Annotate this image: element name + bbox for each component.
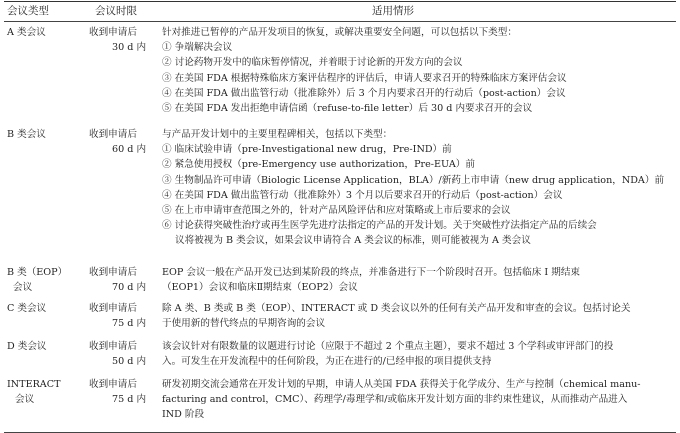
timing-cell: 收到申请后 75 d 内 — [89, 379, 147, 406]
situation-cell: EOP 会议一般在产品开发已达到某阶段的终点，并准备进行下一个阶段时召开。包括临床 Ⅰ 期结束 （EOP1）会议和临床Ⅱ期结束（EOP2）会议 — [162, 267, 581, 294]
meeting-type-cell: D 类会议 — [7, 341, 47, 352]
meeting-type-cell: A 类会议 — [7, 27, 46, 38]
meeting-type-cell: C 类会议 — [7, 303, 47, 314]
timing-cell: 收到申请后 75 d 内 — [89, 303, 147, 330]
meeting-type-cell: INTERACT 会议 — [7, 379, 61, 406]
timing-cell: 收到申请后 60 d 内 — [89, 129, 147, 156]
situation-cell: 针对推进已暂停的产品开发项目的恢复，或解决重要安全问题，可以包括以下类型： ① 争端解决会议 ② 讨论药物开发中的临床暂停情况，并着眼于讨论新的开发方向的会议 ③ 在美国 FDA 根据特殊临床方案评估程序的评估后，申请人要求召开的特殊临床方案评估会议 ④ 在美国 FDA 做出监管行动（批准除外）后 3 个月内要求召开的行动后（post-action）会议 ⑤ 在美国 FDA 发出拒绝申请信函（refuse-to-file letter）后 30 d 内要求召开的会议 — [162, 27, 567, 115]
timing-cell: 收到申请后 70 d 内 — [89, 267, 147, 294]
meeting-type-cell: B 类会议 — [7, 129, 46, 140]
header-timing: 会议时限 — [95, 5, 137, 17]
situation-cell: 除 A 类、B 类或 B 类（EOP）、INTERACT 或 D 类会议以外的任何有关产品开发和审查的会议。包括讨论关 于使用新的替代终点的早期咨询的会议 — [162, 303, 631, 330]
header-applicable-situations: 适用情形 — [372, 5, 414, 17]
timing-cell: 收到申请后 50 d 内 — [89, 341, 147, 368]
meeting-type-cell: B 类（EOP） 会议 — [7, 267, 68, 294]
header-meeting-type: 会议类型 — [7, 5, 49, 17]
situation-cell: 研发初期交流会通常在开发计划的早期，申请人从美国 FDA 获得关于化学成分、生产与控制（chemical manu- facturing and control，CMC）、药理学/毒理学和/或临床开发计划方面的非约束性建议，从而推动产品进入 IND 阶段 — [162, 379, 641, 421]
situation-cell: 与产品开发计划中的主要里程碑相关，包括以下类型： ① 临床试验申请（pre-Investigational new drug，Pre-IND）前 ② 紧急使用授权（pre-Emergency use authorization，Pre-EUA）前 ③ 生物制品许可申请（Biologic License Application，BLA）/新药上市申请（new drug application，NDA）前 ④ 在美国 FDA 做出监管行动（批准除外）3 个月以后要求召开的行动后（post-action）会议 ⑤ 在上市申请审查范围之外的，针对产品风险评估和应对策略或上市后要求的会议 ⑥ 讨论获得突破性治疗或再生医学先进疗法指定的产品的开发计划。关于突破性疗法指定产品的后续会 议将被视为 B 类会议，如果会议申请符合 A 类会议的标准，则可能被视为 A 类会议 — [162, 129, 665, 247]
situation-cell: 该会议针对有限数量的议题进行讨论（应限于不超过 2 个重点主题），要求不超过 3 个学科或审评部门的投 入。可发生在开发流程中的任何阶段，为正在进行的/已经申报的项目提供支持 — [162, 341, 614, 368]
timing-cell: 收到申请后 30 d 内 — [89, 27, 147, 54]
